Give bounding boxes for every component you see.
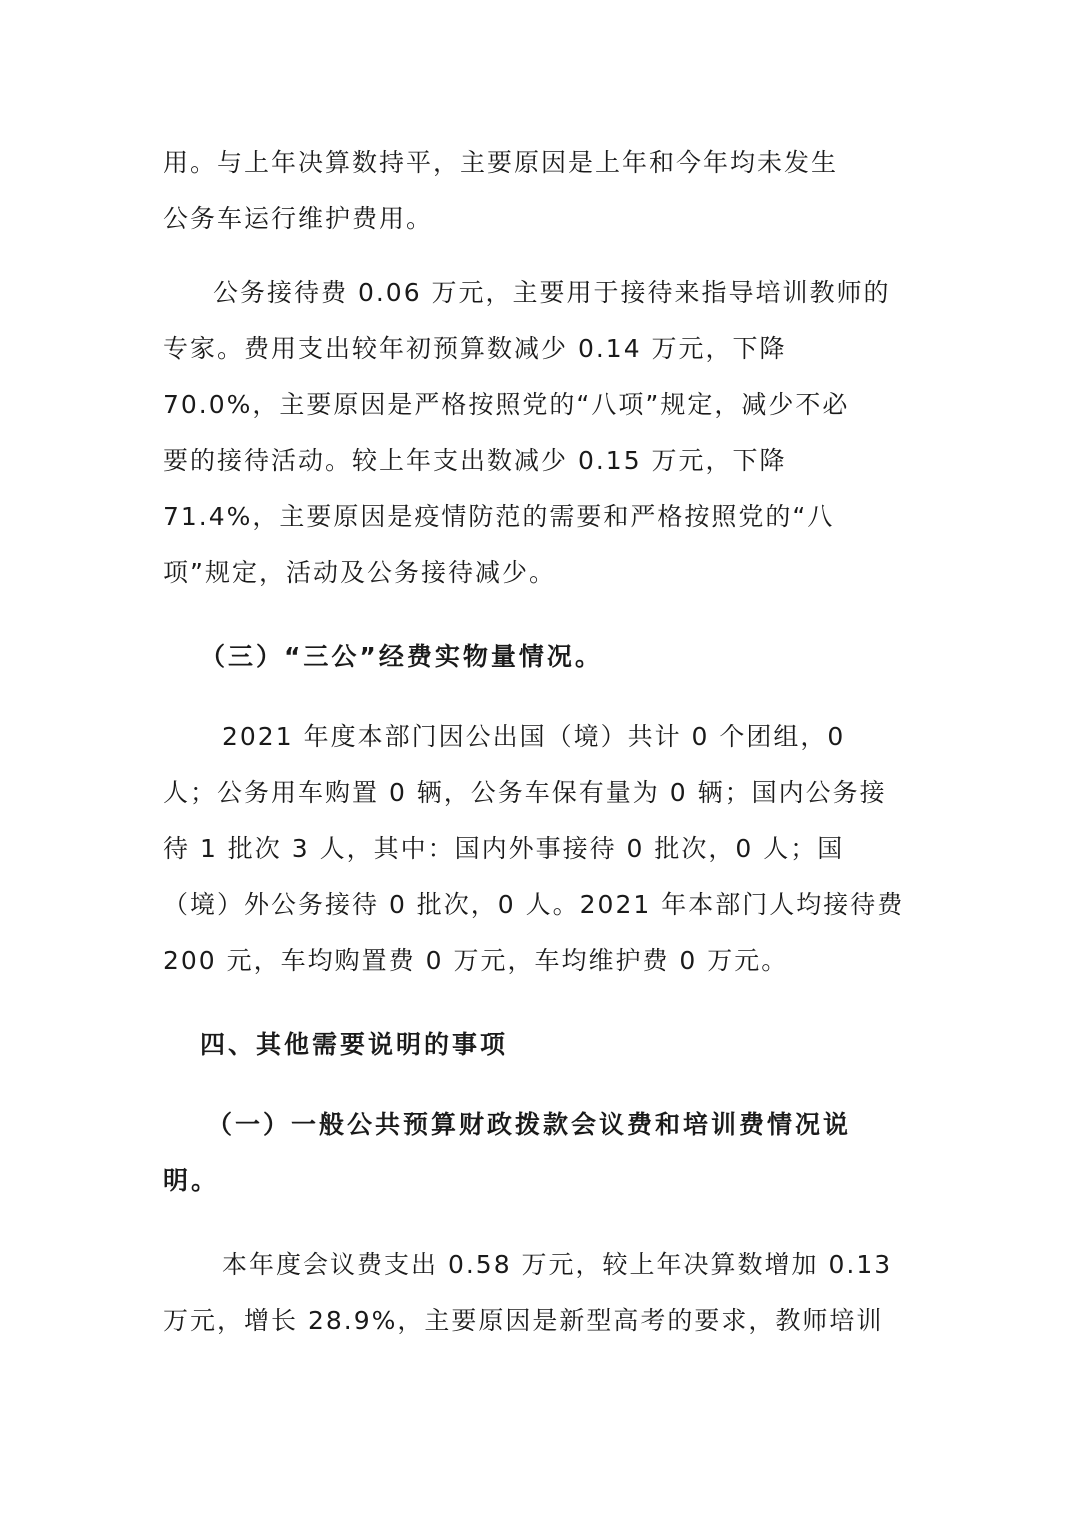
para2-line-3: 70.0%，主要原因是严格按照党的“八项”规定，减少不必 <box>163 390 850 419</box>
section-heading-4: 四、其他需要说明的事项 <box>200 1030 509 1059</box>
para2-line-2: 专家。费用支出较年初预算数减少 0.14 万元，下降 <box>163 334 787 363</box>
subsection-heading-1-line-2: 明。 <box>163 1166 220 1195</box>
section-heading-3: （三）“三公”经费实物量情况。 <box>200 642 603 671</box>
para1-line-1: 用。与上年决算数持平，主要原因是上年和今年均未发生 <box>163 148 839 177</box>
para3-line-4: （境）外公务接待 0 批次，0 人。2021 年本部门人均接待费 <box>163 890 905 919</box>
para3-line-1: 2021 年度本部门因公出国（境）共计 0 个团组，0 <box>222 722 846 751</box>
para3-line-2: 人；公务用车购置 0 辆，公务车保有量为 0 辆；国内公务接 <box>163 778 887 807</box>
para3-line-3: 待 1 批次 3 人，其中：国内外事接待 0 批次，0 人；国 <box>163 834 845 863</box>
para2-line-1: 公务接待费 0.06 万元，主要用于接待来指导培训教师的 <box>213 278 891 307</box>
para2-line-4: 要的接待活动。较上年支出数减少 0.15 万元，下降 <box>163 446 787 475</box>
para2-line-5: 71.4%，主要原因是疫情防范的需要和严格按照党的“八 <box>163 502 835 531</box>
para4-line-1: 本年度会议费支出 0.58 万元，较上年决算数增加 0.13 <box>222 1250 893 1279</box>
para1-line-2: 公务车运行维护费用。 <box>163 204 434 233</box>
para2-line-6: 项”规定，活动及公务接待减少。 <box>163 558 556 587</box>
para4-line-2: 万元，增长 28.9%，主要原因是新型高考的要求，教师培训 <box>163 1306 884 1335</box>
subsection-heading-1-line-1: （一）一般公共预算财政拨款会议费和培训费情况说 <box>207 1110 852 1139</box>
para3-line-5: 200 元，车均购置费 0 万元，车均维护费 0 万元。 <box>163 946 789 975</box>
